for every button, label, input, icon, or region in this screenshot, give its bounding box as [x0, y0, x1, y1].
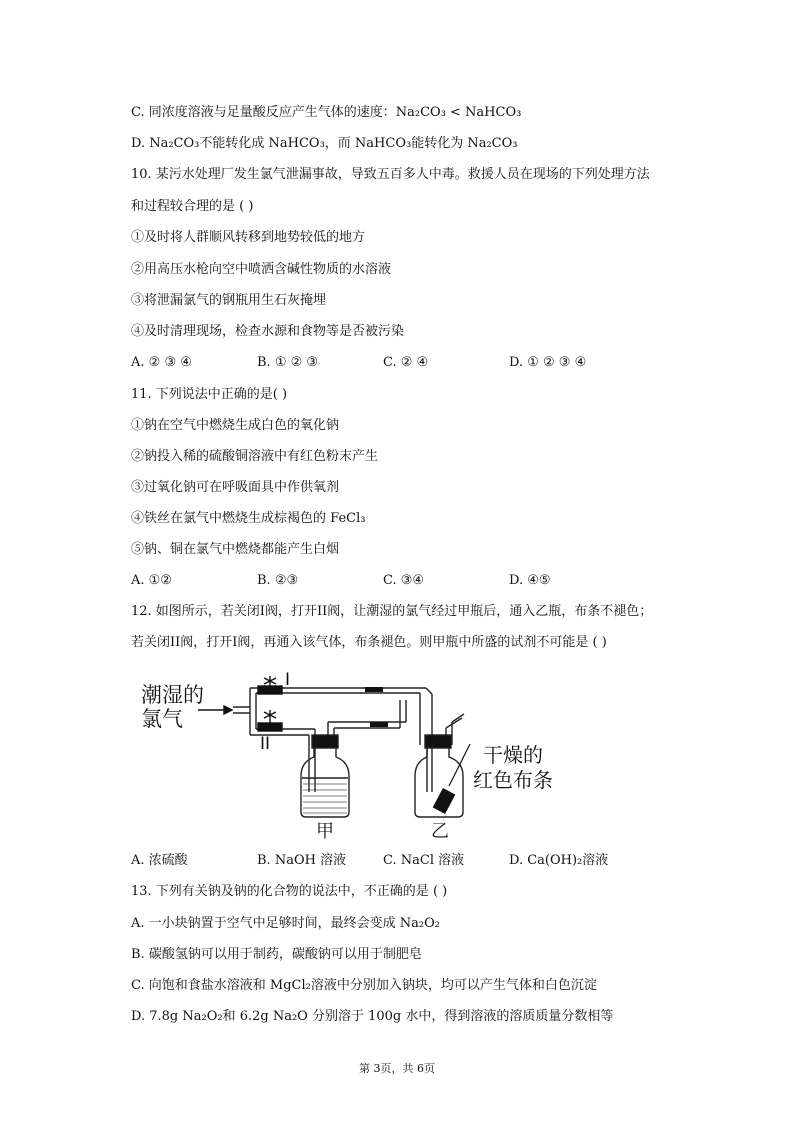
q11-item-1: ①钠在空气中燃烧生成白色的氧化钠 — [131, 418, 340, 433]
q12-option-c: C. NaCl 溶液 — [383, 853, 465, 868]
gas-label-1: 潮湿的 — [141, 683, 204, 707]
valve-1-label: I — [285, 670, 291, 690]
bottle-jia-label: 甲 — [316, 821, 334, 842]
valve-1-icon — [258, 676, 282, 694]
q13-option-d: D. 7.8g Na₂O₂和 6.2g Na₂O 分别溶于 100g 水中，得到溶液的溶质质量分数相等 — [131, 1009, 614, 1024]
q12-option-a: A. 浓硫酸 — [131, 853, 188, 868]
cloth-label-2: 红色布条 — [473, 768, 553, 792]
q11-item-4: ④铁丝在氯气中燃烧生成棕褐色的 FeCl₃ — [131, 511, 366, 526]
q11-item-2: ②钠投入稀的硫酸铜溶液中有红色粉末产生 — [131, 449, 379, 464]
q11-item-3: ③过氧化钠可在呼吸面具中作供氧剂 — [131, 480, 340, 495]
q11-stem: 11. 下列说法中正确的是( ) — [131, 387, 288, 402]
gas-label-2: 氯气 — [141, 707, 183, 731]
cloth-strip-icon — [433, 744, 470, 814]
q10-stem-line1: 10. 某污水处理厂发生氯气泄漏事故，导致五百多人中毒。救援人员在现场的下列处理方法 — [131, 167, 650, 182]
q13-stem: 13. 下列有关钠及钠的化合物的说法中，不正确的是 ( ) — [131, 884, 448, 899]
q12-stem-line2: 若关闭II阀，打开I阀，再通入该气体，布条褪色。则甲瓶中所盛的试剂不可能是 ( ) — [131, 635, 607, 650]
q10-option-c: C. ② ④ — [383, 355, 429, 370]
q13-option-c: C. 向饱和食盐水溶液和 MgCl₂溶液中分别加入钠块，均可以产生气体和白色沉淀 — [131, 978, 597, 993]
q11-option-a: A. ①② — [131, 573, 172, 588]
q12-option-d: D. Ca(OH)₂溶液 — [509, 853, 609, 868]
q10-item-4: ④及时清理现场，检查水源和食物等是否被污染 — [131, 324, 405, 339]
gas-flow-arrow-icon — [198, 706, 232, 714]
cloth-label-1: 干燥的 — [483, 743, 543, 767]
q13-option-b: B. 碳酸氢钠可以用于制药，碳酸钠可以用于制肥皂 — [131, 947, 422, 962]
valve-2-icon — [258, 710, 282, 731]
q10-item-3: ③将泄漏氯气的钢瓶用生石灰掩埋 — [131, 293, 327, 308]
q9-option-d: D. Na₂CO₃不能转化成 NaHCO₃，而 NaHCO₃能转化为 Na₂CO₃ — [131, 136, 518, 151]
q10-item-1: ①及时将人群顺风转移到地势较低的地方 — [131, 230, 366, 245]
q9-option-c: C. 同浓度溶液与足量酸反应产生气体的速度：Na₂CO₃ < NaHCO₃ — [131, 105, 522, 120]
q10-stem-line2: 和过程较合理的是 ( ) — [131, 199, 254, 214]
q12-stem-line1: 12. 如图所示，若关闭I阀，打开II阀，让潮湿的氯气经过甲瓶后，通入乙瓶，布条不褪色； — [131, 604, 653, 619]
q11-item-5: ⑤钠、铜在氯气中燃烧都能产生白烟 — [131, 542, 340, 557]
q10-option-d: D. ① ② ③ ④ — [509, 355, 587, 370]
q10-option-a: A. ② ③ ④ — [131, 355, 192, 370]
valve-2-label: II — [260, 734, 271, 754]
q11-option-c: C. ③④ — [383, 573, 425, 588]
bottle-yi-label: 乙 — [431, 821, 449, 842]
q11-option-b: B. ②③ — [257, 573, 299, 588]
q10-item-2: ②用高压水枪向空中喷洒含碱性物质的水溶液 — [131, 262, 392, 277]
q10-option-b: B. ① ② ③ — [257, 355, 319, 370]
q11-option-d: D. ④⑤ — [509, 573, 551, 588]
bottle-yi — [415, 735, 463, 817]
page-footer: 第 3页，共 6页 — [359, 1062, 435, 1075]
bottle-jia — [301, 735, 349, 817]
liquid-fill — [303, 784, 347, 813]
q12-option-b: B. NaOH 溶液 — [257, 853, 347, 868]
q13-option-a: A. 一小块钠置于空气中足够时间，最终会变成 Na₂O₂ — [131, 916, 440, 931]
